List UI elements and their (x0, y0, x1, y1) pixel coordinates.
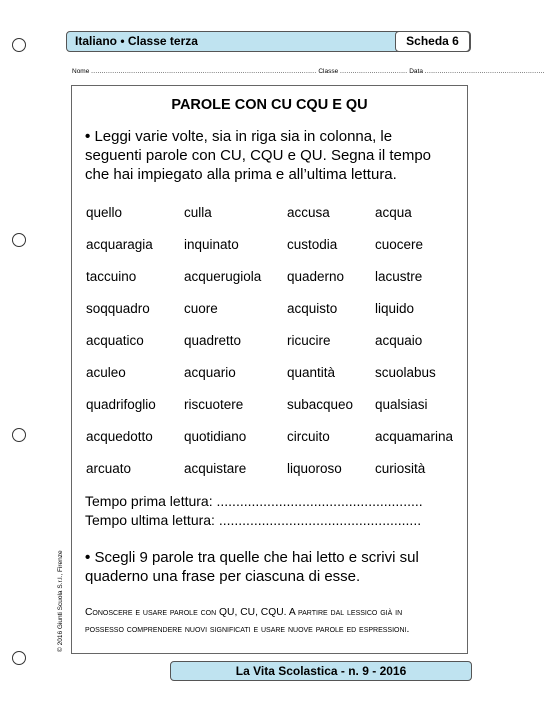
word-item: inquinato (184, 237, 239, 252)
word-item: riscuotere (184, 397, 244, 412)
classe-label: Classe (318, 68, 339, 75)
word-item: lacustre (375, 269, 423, 284)
word-item: culla (184, 205, 212, 220)
word-item: cuocere (375, 237, 424, 252)
word-item: cuore (184, 301, 218, 316)
worksheet-title: PAROLE CON CU CQU E QU (171, 97, 368, 113)
word-item: quadrifoglio (86, 397, 156, 412)
word-item: arcuato (86, 461, 132, 476)
instruction-1 (85, 127, 455, 184)
tempo-ultima: Tempo ultima lettura: .................................................... (85, 512, 422, 528)
word-item: quello (86, 205, 123, 220)
subject-label: Italiano • Classe terza (75, 34, 198, 48)
classe-dots: ................................ (340, 68, 408, 75)
word-item: liquoroso (287, 461, 342, 476)
sheet-label: Scheda 6 (395, 31, 470, 52)
instruction-1-line-1: • Leggi varie volte, sia in riga sia in colonna, le (85, 128, 393, 145)
learning-goal-line-2: possesso comprendere nuovi significati e usare nuove parole ed espressioni. (85, 624, 410, 635)
bullet-icon: • (85, 128, 91, 145)
nome-dots: ........................................................................................................... (91, 68, 317, 75)
binder-hole-upper (12, 233, 26, 247)
student-fields (72, 68, 545, 75)
word-item: acquedotto (86, 429, 153, 444)
word-item: accusa (287, 205, 330, 220)
word-item: scuolabus (375, 365, 436, 380)
word-item: acquerugiola (184, 269, 262, 284)
learning-goal (85, 604, 465, 638)
binder-hole-bottom (12, 651, 26, 665)
binder-hole-top (12, 38, 26, 52)
word-item: liquido (375, 301, 415, 316)
word-item: quantità (287, 365, 336, 380)
word-item: ricucire (287, 333, 331, 348)
word-item: taccuino (86, 269, 137, 284)
word-item: acquamarina (375, 429, 454, 444)
word-item: acquaio (375, 333, 423, 348)
word-item: acquisto (287, 301, 338, 316)
instruction-2-line-1: • Scegli 9 parole tra quelle che hai letto e scrivi sul (85, 549, 419, 566)
tempo-prima: Tempo prima lettura: ..................................................... (85, 493, 423, 509)
word-item: quaderno (287, 269, 345, 284)
instruction-1-line-2: seguenti parole con CU, CQU e QU. Segna il tempo (85, 147, 432, 164)
binder-hole-lower (12, 428, 26, 442)
word-item: circuito (287, 429, 330, 444)
word-item: curiosità (375, 461, 426, 476)
word-item: acqua (375, 205, 412, 220)
header-bar (66, 31, 471, 52)
instruction-1-line-3: che hai impiegato alla prima e all’ultima lettura. (85, 166, 397, 183)
word-item: quadretto (184, 333, 242, 348)
word-item: aculeo (86, 365, 126, 380)
word-item: soqquadro (86, 301, 150, 316)
learning-goal-line-1: Conoscere e usare parole con QU, CU, CQU. A partire dal lessico già in (85, 607, 403, 618)
bullet-icon: • (85, 549, 91, 566)
data-dots: ......................................................... (424, 68, 545, 75)
instruction-2 (85, 548, 455, 586)
word-item: acquario (184, 365, 236, 380)
data-label: Data (409, 68, 423, 75)
word-item: custodia (287, 237, 338, 252)
word-item: subacqueo (287, 397, 354, 412)
copyright-note: © 2016 Giunti Scuola S.r.l., Firenze (57, 550, 64, 652)
word-item: acquatico (86, 333, 144, 348)
word-item: acquaragia (86, 237, 153, 252)
word-item: quotidiano (184, 429, 247, 444)
nome-label: Nome (72, 68, 90, 75)
word-item: acquistare (184, 461, 247, 476)
word-item: qualsiasi (375, 397, 428, 412)
footer-bar: La Vita Scolastica - n. 9 - 2016 (170, 661, 472, 681)
instruction-2-line-2: quaderno una frase per ciascuna di esse. (85, 568, 361, 585)
